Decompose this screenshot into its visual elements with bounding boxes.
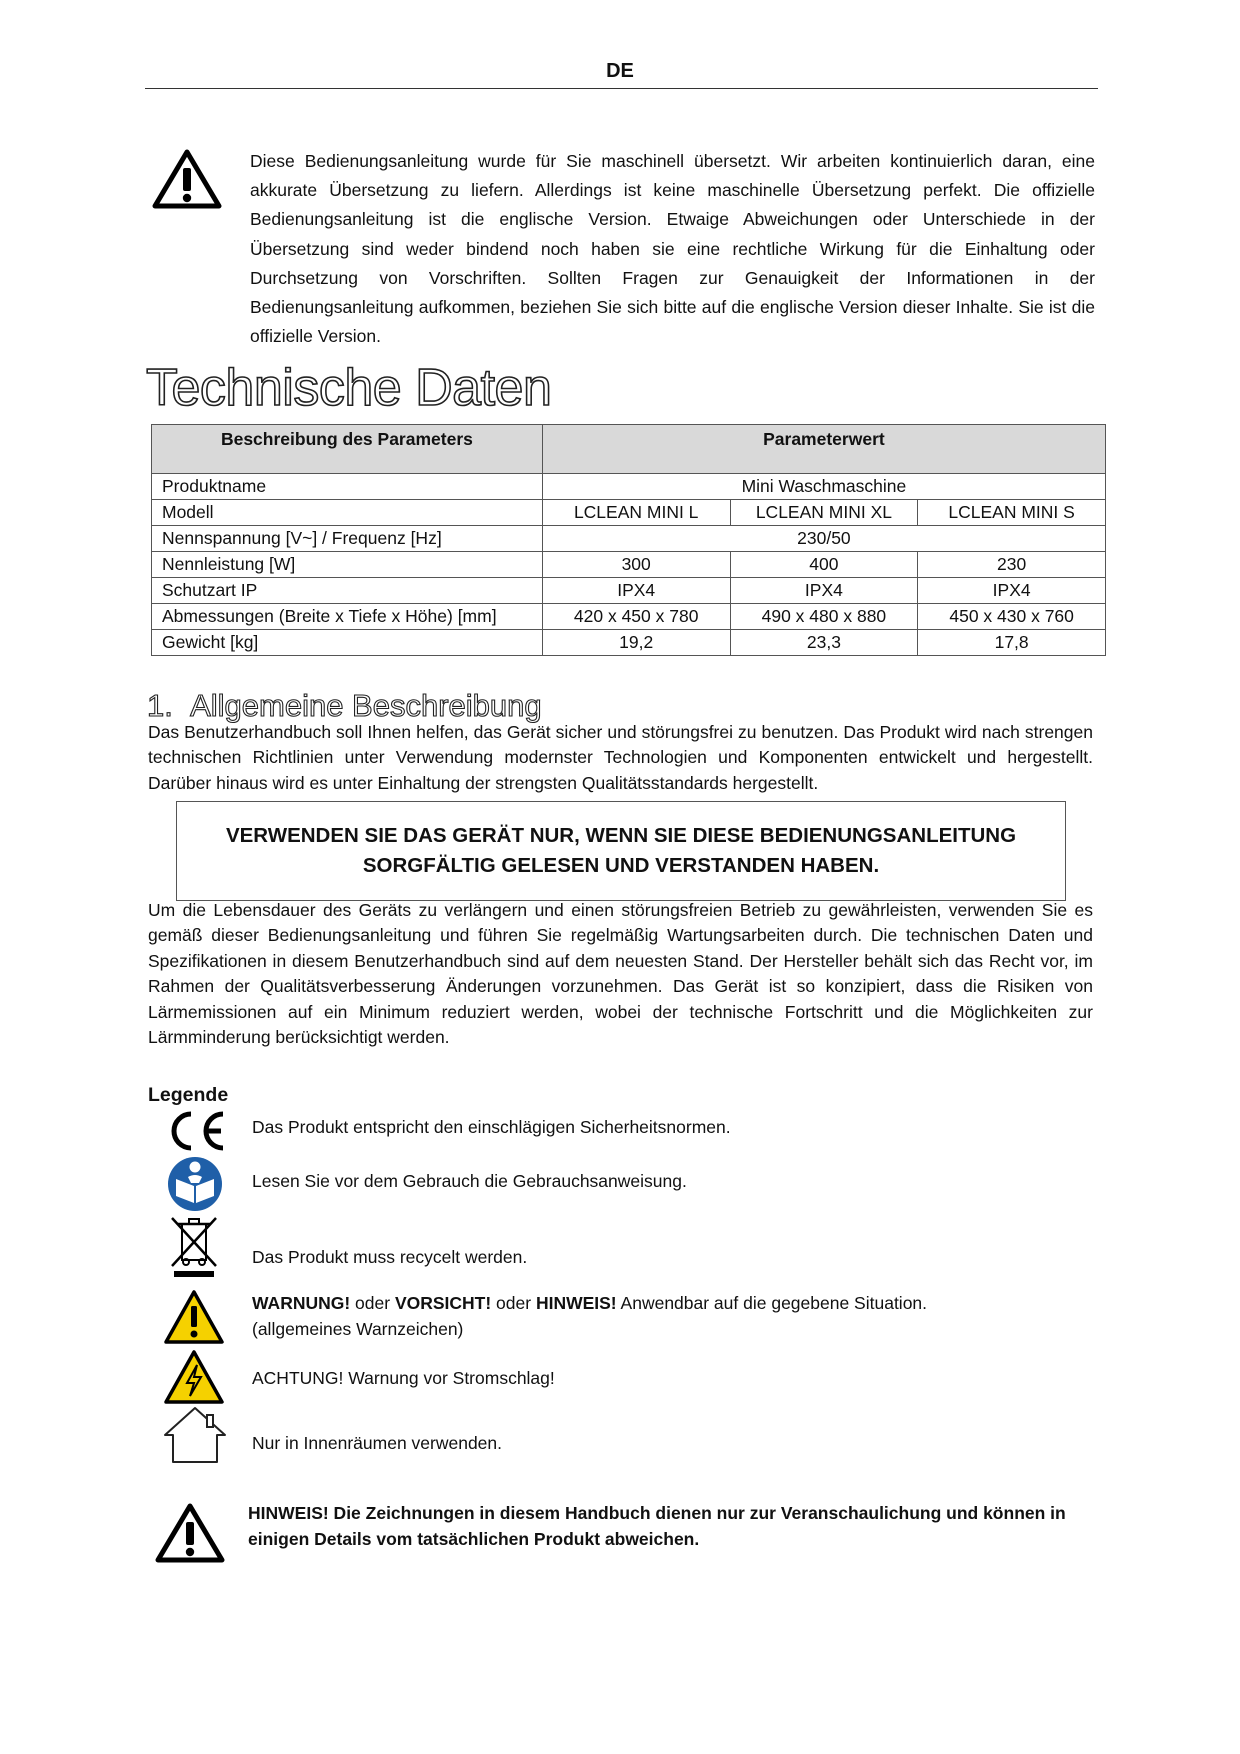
tech-specs-table: [151, 424, 1106, 656]
read-manual-notice: [176, 801, 1066, 901]
row-label: Abmessungen (Breite x Tiefe x Höhe) [mm]: [152, 604, 543, 630]
warning-triangle-icon: [155, 1502, 225, 1564]
warning-label: WARNUNG!: [252, 1293, 351, 1313]
caution-label: VORSICHT!: [394, 1293, 492, 1313]
legend-text-recycle: Das Produkt muss recycelt werden.: [252, 1247, 528, 1267]
row-value: IPX4: [918, 578, 1106, 604]
header-divider: [145, 88, 1098, 89]
warning-subtext: (allgemeines Warnzeichen): [252, 1319, 464, 1339]
row-value: Mini Waschmaschine: [542, 474, 1105, 500]
page-title: Technische Daten: [146, 359, 552, 417]
table-row: [152, 552, 1106, 578]
header-param: Beschreibung des Parameters: [152, 425, 543, 474]
drawings-notice: HINWEIS! Die Zeichnungen in diesem Handbuch dienen nur zur Veranschaulichung und können in einigen Details vom tatsächlichen Produkt abweichen.: [248, 1503, 1066, 1549]
legend-text-ce: Das Produkt entspricht den einschlägigen Sicherheitsnormen.: [252, 1117, 731, 1137]
notice-line: VERWENDEN SIE DAS GERÄT NUR, WENN SIE DIESE BEDIENUNGSANLEITUNG: [225, 824, 1017, 847]
table-row: [152, 604, 1106, 630]
row-label: Produktname: [152, 474, 543, 500]
row-value: LCLEAN MINI L: [542, 500, 730, 526]
row-value: 450 x 430 x 760: [918, 604, 1106, 630]
legend-text-indoor: Nur in Innenräumen verwenden.: [252, 1433, 503, 1453]
read-manual-icon: [166, 1155, 224, 1213]
table-row: [152, 474, 1106, 500]
row-value: 230/50: [542, 526, 1105, 552]
row-value: 23,3: [730, 630, 918, 656]
legend-title: Legende: [148, 1084, 229, 1106]
table-row: [152, 526, 1106, 552]
row-value: LCLEAN MINI S: [918, 500, 1106, 526]
row-label: Nennspannung [V~] / Frequenz [Hz]: [152, 526, 543, 552]
row-value: 17,8: [918, 630, 1106, 656]
indoor-house-icon: [162, 1405, 228, 1465]
table-row: [152, 500, 1106, 526]
row-value: 490 x 480 x 880: [730, 604, 918, 630]
row-value: IPX4: [542, 578, 730, 604]
row-label: Gewicht [kg]: [152, 630, 543, 656]
row-value: IPX4: [730, 578, 918, 604]
row-value: 300: [542, 552, 730, 578]
row-value: 19,2: [542, 630, 730, 656]
legend-text-manual: Lesen Sie vor dem Gebrauch die Gebrauchsanweisung.: [252, 1171, 687, 1191]
usage-paragraph: Um die Lebensdauer des Geräts zu verlängern und einen störungsfreien Betrieb zu gewährleisten, verwenden Sie es gemäß dieser Bedienungsanleitung und führen Sie regelmäßig Wartungsarbeiten durch. Die technischen Daten und Spezifikationen in diesem Benutzerhandbuch sind auf dem neuesten Stand. Der Hersteller behält sich das Recht vor, im Rahmen der Qualitätsverbesserung Änderungen vorzunehmen. Das Gerät ist so konzipiert, dass die Risiken von Lärmemissionen auf ein Minimum reduziert werden, wobei der technische Fortschritt und die Möglichkeiten zur Lärmminderung berücksichtigt werden.: [148, 900, 1093, 1048]
language-label: DE: [606, 60, 634, 82]
row-value: 400: [730, 552, 918, 578]
general-warning-icon: [163, 1289, 225, 1345]
row-label: Schutzart IP: [152, 578, 543, 604]
table-header-row: [152, 425, 1106, 474]
legend-text-electric: ACHTUNG! Warnung vor Stromschlag!: [252, 1368, 555, 1388]
electric-warning-icon: [163, 1349, 225, 1405]
or-text: oder: [350, 1293, 395, 1313]
row-value: LCLEAN MINI XL: [730, 500, 918, 526]
warning-description: Anwendbar auf die gegebene Situation.: [616, 1293, 928, 1313]
row-value: 230: [918, 552, 1106, 578]
warning-triangle-icon: [152, 148, 222, 210]
row-value: 420 x 450 x 780: [542, 604, 730, 630]
intro-paragraph: Das Benutzerhandbuch soll Ihnen helfen, das Gerät sicher und störungsfrei zu benutzen. Das Produkt wird nach strengen technischen Richtlinien unter Verwendung modernster Technologien und Komponenten entwickelt und hergestellt. Darüber hinaus wird es unter Einhaltung der strengsten Qualitätsstandards hergestellt.: [148, 722, 1093, 793]
ce-mark-icon: [165, 1109, 227, 1153]
notice-line: SORGFÄLTIG GELESEN UND VERSTANDEN HABEN.: [362, 854, 880, 877]
row-label: Modell: [152, 500, 543, 526]
legend-text-warning: [252, 1290, 927, 1342]
row-label: Nennleistung [W]: [152, 552, 543, 578]
translation-disclaimer: Diese Bedienungsanleitung wurde für Sie maschinell übersetzt. Wir arbeiten kontinuierlich daran, eine akkurate Übersetzung zu liefern. Allerdings ist keine maschinelle Übersetzung perfekt. Die offizielle Bedienungsanleitung ist die englische Version. Etwaige Abweichungen oder Unterschiede in der Übersetzung sind weder bindend noch haben sie eine rechtliche Wirkung für die Einhaltung oder Durchsetzung von Vorschriften. Sollten Fragen zur Genauigkeit der Informationen in der Bedienungsanleitung aufkommen, beziehen Sie sich bitte auf die englische Version dieser Inhalte. Sie ist die offizielle Version.: [250, 151, 1095, 347]
header-value: Parameterwert: [542, 425, 1105, 474]
weee-bin-icon: [166, 1214, 222, 1278]
note-label: HINWEIS!: [535, 1293, 617, 1313]
table-row: [152, 578, 1106, 604]
table-row: [152, 630, 1106, 656]
or-text: oder: [491, 1293, 536, 1313]
section-heading: 1. Allgemeine Beschreibung: [147, 688, 542, 723]
